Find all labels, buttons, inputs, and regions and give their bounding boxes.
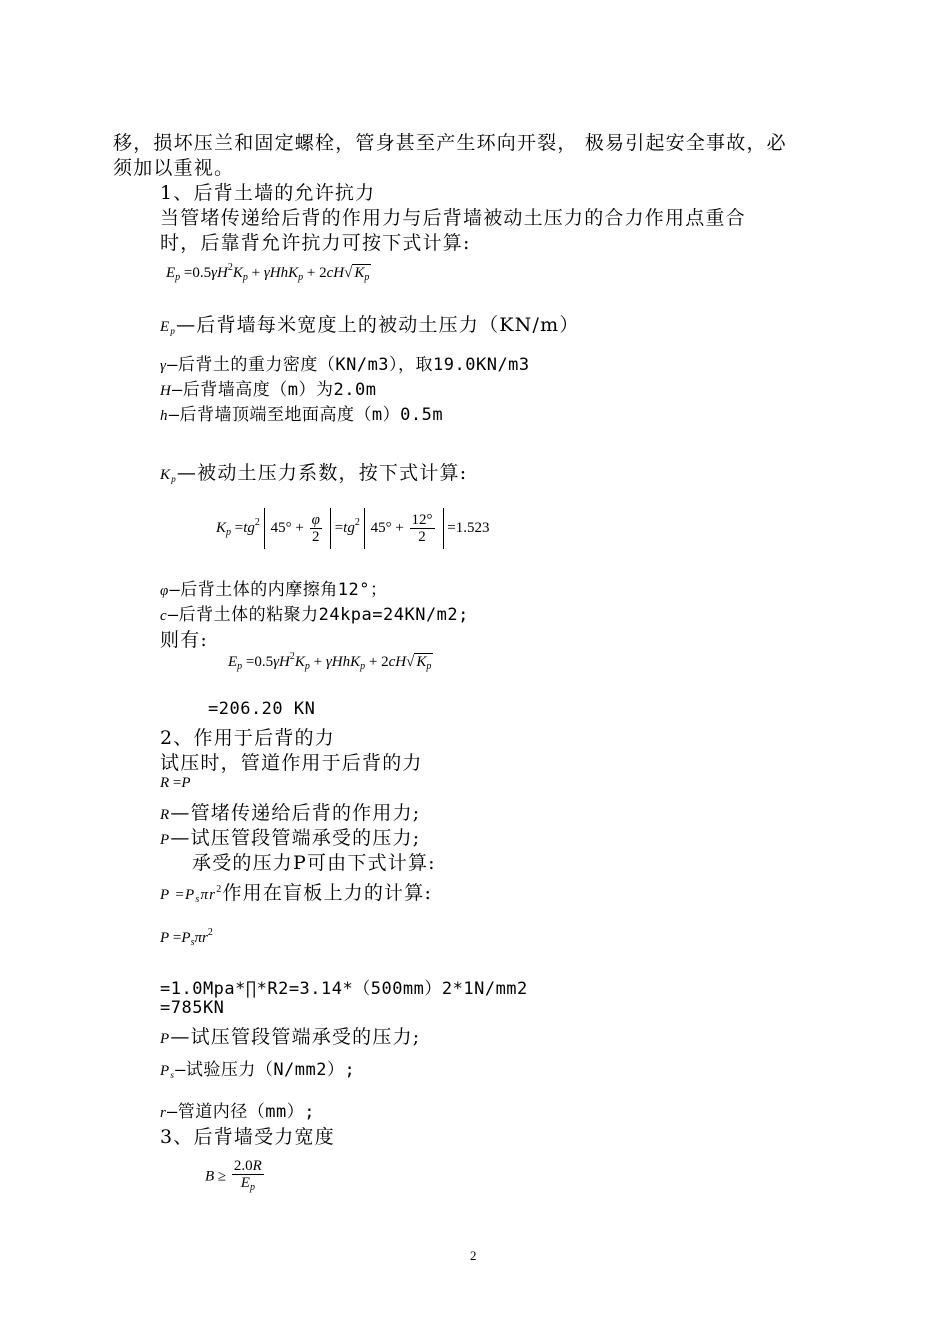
formula-ep-2: $E_p =0.5\gamma H^2K_p + \gamma HhK_p + 2cH√$ $K_p$ [228, 651, 432, 672]
section2-heading: 2、作用于后背的力 [160, 727, 335, 749]
H-symbol: H [160, 383, 173, 399]
section1-heading: 1、后背土墙的允许抗力 [160, 182, 376, 204]
H-definition [160, 375, 376, 400]
gamma-symbol: γ [160, 358, 168, 374]
gamma-desc: —后背土的重力密度（KN/m3），取19.0KN/m3 [167, 355, 530, 375]
calc-line-2: =785KN [160, 998, 225, 1018]
intro-line-1: 移，损坏压兰和固定螺栓，管身甚至产生环向开裂， 极易引起安全事故，必 [113, 132, 787, 154]
blind-plate-line [160, 878, 432, 905]
section1-text-1: 当管堵传递给后背的作用力与后背墙被动土压力的合力作用点重合 [160, 207, 746, 229]
calc-line-1: =1.0Mpa*∏*R2=3.14*（500mm）2*1N/mm2 [160, 979, 528, 999]
formula-p-2: $P =P_s\pi r^2$ [160, 927, 213, 948]
H-desc: —后背墙高度（m）为2.0m [172, 380, 377, 400]
formula-ep: $E_p =0.5\gamma H^2K_p + \gamma HhK_p + 2cH√$ $K_p$ [166, 262, 370, 283]
c-desc: —后背土体的粘聚力24kpa=24KN/m2; [167, 605, 469, 625]
h-desc: —后背墙顶端至地面高度（m）0.5m [168, 405, 444, 425]
R-symbol: R [160, 807, 171, 823]
formula-b: B ≥ $\frac{2.0R}{E_p}$ [205, 1158, 262, 1193]
section2-intro: 试压时，管道作用于后背的力 [160, 752, 423, 774]
formula-p-1: $P =P_s\pi r^2$ [160, 884, 223, 905]
page-number: 2 [470, 1248, 477, 1263]
gamma-definition [160, 350, 530, 375]
r-desc: —管道内径（mm）; [167, 1102, 315, 1122]
section1-text-2: 时，后靠背允许抗力可按下式计算: [160, 232, 471, 254]
ep-definition [160, 310, 580, 337]
phi-symbol: φ [160, 583, 170, 599]
r-symbol: r [160, 1105, 168, 1121]
P-definition [160, 823, 420, 850]
R-desc: —管堵传递给后背的作用力; [170, 802, 421, 824]
R-definition [160, 798, 420, 825]
r-definition [160, 1097, 315, 1122]
ep-symbol: $E_p$ [160, 319, 177, 336]
P-definition-2 [160, 1022, 420, 1049]
blind-plate-label: 作用在盲板上力的计算: [222, 882, 433, 904]
Ps-desc: —试验压力（N/mm2）; [175, 1060, 356, 1080]
kp-desc: —被动土压力系数，按下式计算: [176, 462, 468, 484]
kp-result: =1.523 [447, 519, 490, 536]
h-symbol: h [160, 408, 169, 424]
h-definition [160, 400, 443, 425]
P-calc-label: 承受的压力P可由下式计算: [192, 852, 436, 874]
phi-definition [160, 575, 387, 600]
Ps-definition [160, 1055, 355, 1080]
then-label: 则有: [160, 629, 209, 651]
kp-definition [160, 458, 467, 485]
Ps-symbol: $P_s$ [160, 1063, 176, 1080]
P-desc: —试压管段管端承受的压力; [170, 827, 421, 849]
P-symbol-2: P [160, 1031, 171, 1047]
c-symbol: c [160, 608, 168, 624]
ep-desc: —后背墙每米宽度上的被动土压力（KN/m） [176, 314, 580, 336]
intro-line-2: 须加以重视。 [113, 157, 235, 179]
formula-kp: $K_p =tg^2$ 45° + $\frac{\varphi}{2}$ $=tg^2$ 45° + $\frac{12^\circ}{2}$ =1.523 [216, 508, 490, 549]
P-symbol: P [160, 832, 171, 848]
section3-heading: 3、后背墙受力宽度 [160, 1126, 335, 1148]
P-desc-2: —试压管段管端承受的压力; [170, 1026, 421, 1048]
ep-result: =206.20 KN [208, 699, 316, 719]
formula-r-equals-p: R =P [160, 775, 191, 791]
phi-desc: —后背土体的内摩擦角12°； [169, 580, 388, 600]
c-definition [160, 600, 469, 625]
kp-symbol: $K_p$ [160, 467, 177, 484]
